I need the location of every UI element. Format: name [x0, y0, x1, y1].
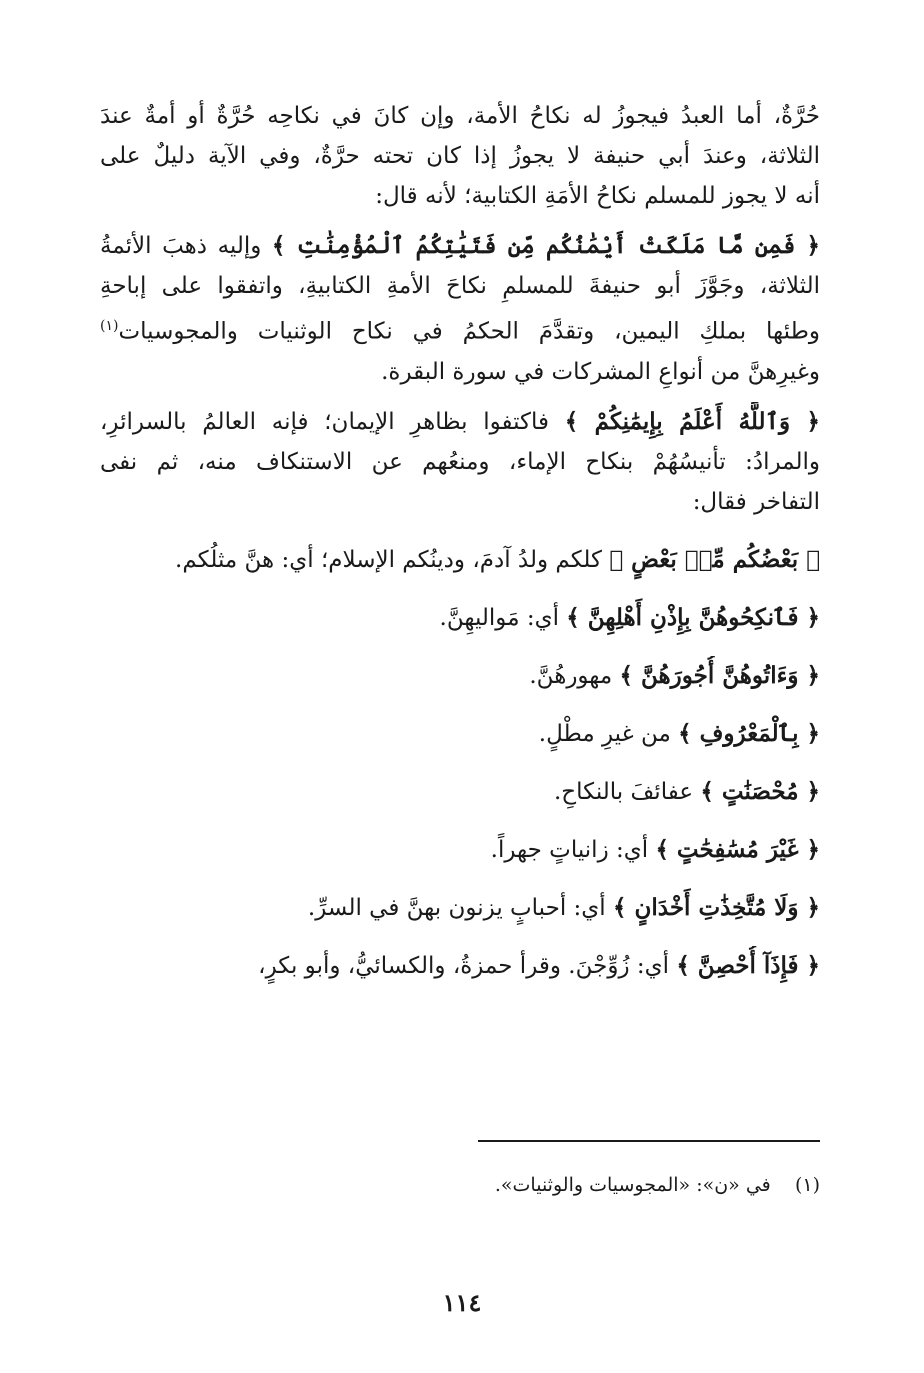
text-line: حُرَّةٌ، أما العبدُ فيجوزُ له نكاحُ الأمة، وإن كانَ في نكاحِه حُرَّةٌ أو أمةٌ عندَ — [100, 103, 820, 129]
gloss-text: أي: مَواليهِنَّ. — [439, 604, 559, 631]
gloss-text: أي: زانياتٍ جهراً. — [490, 836, 649, 863]
text-line — [100, 226, 820, 266]
quran-verse: ﴿ وَٱللَّهُ أَعْلَمُ بِإِيمَٰنِكُمْ ﴾ — [564, 407, 820, 435]
gloss-text: كلكم ولدُ آدمَ، ودينُكم الإسلام؛ أي: هنَّ مثلُكم. — [175, 546, 602, 573]
text-line — [100, 402, 820, 442]
page-number: ١١٤ — [442, 1288, 482, 1317]
text-line: التفاخر فقال: — [692, 488, 820, 515]
text-line: وغيرِهنَّ من أنواعِ المشركات في سورة البقرة. — [381, 358, 820, 385]
gloss-line — [100, 772, 820, 812]
text-line: الثلاثة، وجَوَّزَ أبو حنيفةَ للمسلمِ نكاحَ الأمةِ الكتابيةِ، واتفقوا على إباحةِ — [100, 273, 820, 299]
gloss-text: عفائفَ بالنكاحِ. — [553, 778, 694, 805]
commentary-text: وإليه ذهبَ الأئمةُ — [100, 233, 262, 259]
quran-verse: ﴿ فَمِن مَّا مَلَكَتْ أَيْمَٰنُكُم مِّن فَتَيَٰتِكُمُ ٱلْمُؤْمِنَٰتِ ﴾ — [271, 232, 820, 259]
footnote-number: (١) — [794, 1174, 820, 1196]
gloss-line — [100, 540, 820, 580]
text-line: والمرادُ: تأنيسُهُمْ بنكاح الإماء، ومنعُهم عن الاستنكاف منه، ثم نفى — [100, 448, 820, 475]
gloss-line — [100, 946, 820, 986]
commentary-text: وطئها بملكِ اليمين، وتقدَّمَ الحكمُ في نكاح الوثنيات والمجوسيات — [118, 318, 820, 345]
quran-verse: ﴿ فَإِذَآ أُحْصِنَّ ﴾ — [676, 951, 820, 979]
footnote-marker: (١) — [100, 318, 119, 334]
quran-verse: ﴿ وَءَاتُوهُنَّ أُجُورَهُنَّ ﴾ — [619, 661, 820, 689]
main-text — [100, 96, 820, 986]
gloss-line — [100, 888, 820, 928]
gloss-text: أي: زُوِّجْنَ. وقرأ حمزةُ، والكسائيُّ، وأبو بكرٍ، — [258, 952, 670, 979]
quran-verse: ﴿ مُحْصَنَٰتٍ ﴾ — [700, 777, 820, 805]
commentary-text: فاكتفوا بظاهرِ الإيمان؛ فإنه العالمُ بالسرائرِ، — [100, 408, 550, 435]
gloss-line — [100, 656, 820, 696]
footnote — [300, 1170, 820, 1200]
text-line: الثلاثة، وعندَ أبي حنيفة لا يجوزُ إذا كان تحته حرَّةٌ، وفي الآية دليلٌ على — [100, 143, 820, 169]
quran-verse: ﴿ وَلَا مُتَّخِذَٰتِ أَخْدَانٍ ﴾ — [613, 893, 820, 921]
gloss-line — [100, 598, 820, 638]
gloss-line — [100, 830, 820, 870]
gloss-text: أي: أحبابٍ يزنون بهنَّ في السرِّ. — [307, 894, 606, 921]
gloss-line — [100, 714, 820, 754]
footnote-text: في «ن»: «المجوسيات والوثنيات». — [494, 1174, 771, 1196]
text-line: أنه لا يجوز للمسلم نكاحُ الأمَةِ الكتابية؛ لأنه قال: — [375, 183, 820, 209]
text-line — [100, 306, 820, 352]
quran-verse: ﴿ غَيْرَ مُسَٰفِحَٰتٍ ﴾ — [655, 835, 820, 863]
footnote-divider — [478, 1140, 820, 1142]
quran-verse: ﴿ فَٱنكِحُوهُنَّ بِإِذْنِ أَهْلِهِنَّ ﴾ — [566, 603, 820, 631]
quran-verse: ﴿ بَعْضُكُم مِّنۢ بَعْضٍ ﴾ — [609, 545, 820, 573]
gloss-text: مهورهُنَّ. — [529, 662, 613, 689]
gloss-text: من غيرِ مطْلٍ. — [538, 720, 671, 747]
quran-verse: ﴿ بِٱلْمَعْرُوفِ ﴾ — [678, 719, 820, 747]
